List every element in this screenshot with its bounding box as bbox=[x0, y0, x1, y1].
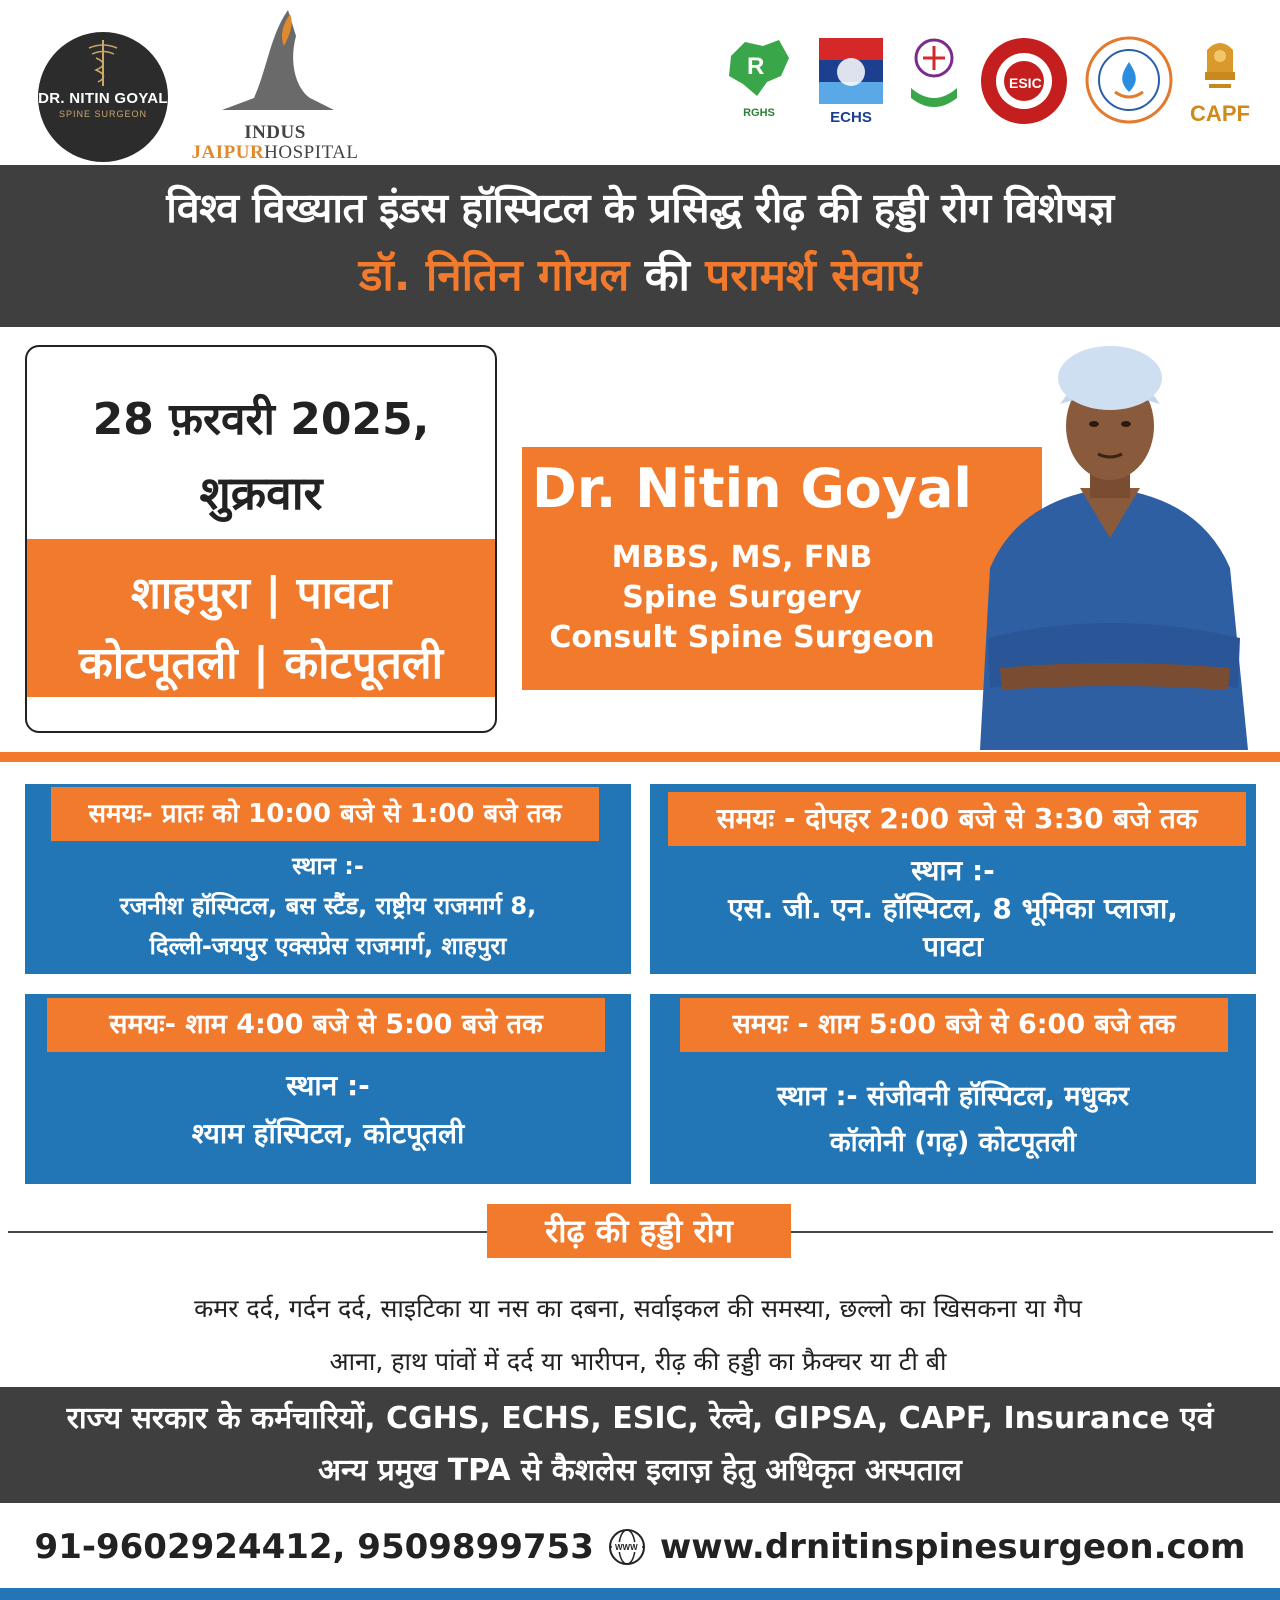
indus-hospital-logo bbox=[180, 6, 370, 166]
schedule-2-place-line2: पावटा bbox=[922, 930, 984, 963]
doctor-logo-subtitle: SPINE SURGEON bbox=[58, 109, 147, 119]
schedule-3-place-line1: श्याम हॉस्पिटल, कोटपूतली bbox=[191, 1117, 465, 1150]
indus-flame-icon bbox=[210, 6, 340, 116]
spine-disease-list bbox=[18, 1282, 1258, 1388]
schedule-4-time: समयः - शाम 5:00 बजे से 6:00 बजे तक bbox=[680, 998, 1228, 1052]
spine-disease-title: रीढ़ की हड्डी रोग bbox=[487, 1204, 791, 1258]
maa-yojana-logo bbox=[1084, 36, 1174, 129]
schedule-4-place bbox=[650, 1074, 1256, 1166]
schedule-1-place-line2: दिल्ली-जयपुर एक्सप्रेस राजमार्ग, शाहपुरा bbox=[149, 932, 507, 960]
event-date: 28 फ़रवरी 2025, bbox=[92, 394, 430, 445]
spine-disease-line1: कमर दर्द, गर्दन दर्द, साइटिका या नस का दबना, सर्वाइकल की समस्या, छल्लो का खिसकना या गैप bbox=[194, 1294, 1082, 1323]
title-services: परामर्श सेवाएं bbox=[705, 250, 922, 301]
cghs-logo bbox=[904, 36, 964, 117]
cashless-line1: राज्य सरकार के कर्मचारियों, CGHS, ECHS, ESIC, रेल्वे, GIPSA, CAPF, Insurance एवं bbox=[66, 1401, 1214, 1436]
spine-disease-line2: आना, हाथ पांवों में दर्द या भारीपन, रीढ़ की हड्डी का फ्रैक्चर या टी बी bbox=[329, 1347, 947, 1376]
rghs-logo bbox=[720, 36, 798, 119]
rghs-label: RGHS bbox=[743, 107, 775, 119]
title-banner bbox=[0, 165, 1280, 327]
schedule-2-place bbox=[650, 852, 1256, 966]
echs-label: ECHS bbox=[830, 109, 872, 126]
esic-logo bbox=[978, 36, 1070, 131]
title-doctor-name: डॉ. नितिन गोयल bbox=[358, 250, 630, 301]
places-box bbox=[27, 539, 495, 697]
cashless-banner bbox=[0, 1387, 1280, 1503]
phone-numbers[interactable]: 91-9602924412, 9509899753 bbox=[34, 1527, 594, 1567]
schedule-card-1 bbox=[25, 784, 631, 974]
footer-bar bbox=[0, 1588, 1280, 1600]
doctor-qualification bbox=[522, 538, 962, 658]
maa-yojana-icon bbox=[1085, 36, 1173, 124]
date-box bbox=[25, 345, 497, 733]
capf-icon bbox=[1195, 36, 1245, 98]
schedule-4-place-line1: स्थान :- संजीवनी हॉस्पिटल, मधुकर bbox=[777, 1081, 1129, 1112]
cghs-icon bbox=[905, 36, 963, 112]
qualification-line1: MBBS, MS, FNB bbox=[611, 540, 873, 575]
caduceus-icon bbox=[86, 38, 120, 88]
doctor-logo-name: DR. NITIN GOYAL bbox=[38, 90, 168, 107]
svg-text:ESIC: ESIC bbox=[1009, 75, 1042, 91]
website-link[interactable]: www.drnitinspinesurgeon.com bbox=[659, 1527, 1246, 1567]
places-row1: शाहपुरा | पावटा bbox=[130, 568, 392, 619]
schedule-3-place bbox=[25, 1062, 631, 1158]
schedule-3-time: समयः- शाम 4:00 बजे से 5:00 बजे तक bbox=[47, 998, 605, 1052]
svg-text:WWW: WWW bbox=[614, 1543, 638, 1552]
orange-divider bbox=[0, 752, 1280, 762]
echs-icon bbox=[815, 36, 887, 110]
title-connector: की bbox=[629, 250, 706, 301]
panel-logos bbox=[720, 36, 1252, 136]
places-row2: कोटपूतली | कोटपूतली bbox=[78, 638, 444, 689]
title-line1: विश्व विख्यात इंडस हॉस्पिटल के प्रसिद्ध रीढ़ की हड्डी रोग विशेषज्ञ bbox=[166, 184, 1114, 232]
svg-text:R: R bbox=[747, 53, 765, 80]
cashless-line2: अन्य प्रमुख TPA से कैशलेस इलाज़ हेतु अधिकृत अस्पताल bbox=[318, 1453, 962, 1488]
doctor-name: Dr. Nitin Goyal bbox=[532, 457, 972, 520]
qualification-line3: Consult Spine Surgeon bbox=[549, 620, 935, 655]
www-globe-icon bbox=[608, 1528, 646, 1566]
doctor-logo bbox=[38, 32, 168, 162]
schedule-3-place-label: स्थान :- bbox=[286, 1069, 370, 1102]
esic-icon bbox=[979, 36, 1069, 126]
qualification-line2: Spine Surgery bbox=[622, 580, 862, 615]
contact-row bbox=[0, 1522, 1280, 1572]
schedule-1-place-line1: रजनीश हॉस्पिटल, बस स्टैंड, राष्ट्रीय राजमार्ग 8, bbox=[119, 892, 537, 920]
rghs-icon bbox=[723, 36, 795, 100]
schedule-1-place bbox=[25, 846, 631, 966]
indus-logo-line2: JAIPURHOSPITAL bbox=[191, 142, 359, 163]
doctor-photo bbox=[960, 338, 1260, 750]
capf-logo bbox=[1188, 36, 1252, 127]
title-line2 bbox=[0, 243, 1280, 303]
capf-label: CAPF bbox=[1190, 101, 1250, 126]
schedule-card-4 bbox=[650, 994, 1256, 1184]
schedule-1-place-label: स्थान :- bbox=[292, 852, 364, 880]
schedule-card-2 bbox=[650, 784, 1256, 974]
schedule-2-place-line1: एस. जी. एन. हॉस्पिटल, 8 भूमिका प्लाजा, bbox=[728, 892, 1178, 925]
schedule-2-time: समयः - दोपहर 2:00 बजे से 3:30 बजे तक bbox=[668, 792, 1246, 846]
schedule-4-place-line2: कॉलोनी (गढ़) कोटपूतली bbox=[829, 1127, 1077, 1158]
schedule-1-time: समयः- प्रातः को 10:00 बजे से 1:00 बजे तक bbox=[51, 787, 599, 841]
echs-logo bbox=[812, 36, 890, 126]
schedule-2-place-label: स्थान :- bbox=[911, 854, 995, 887]
schedule-card-3 bbox=[25, 994, 631, 1184]
event-day: शुक्रवार bbox=[199, 466, 323, 520]
indus-logo-line1: INDUS bbox=[244, 122, 306, 143]
